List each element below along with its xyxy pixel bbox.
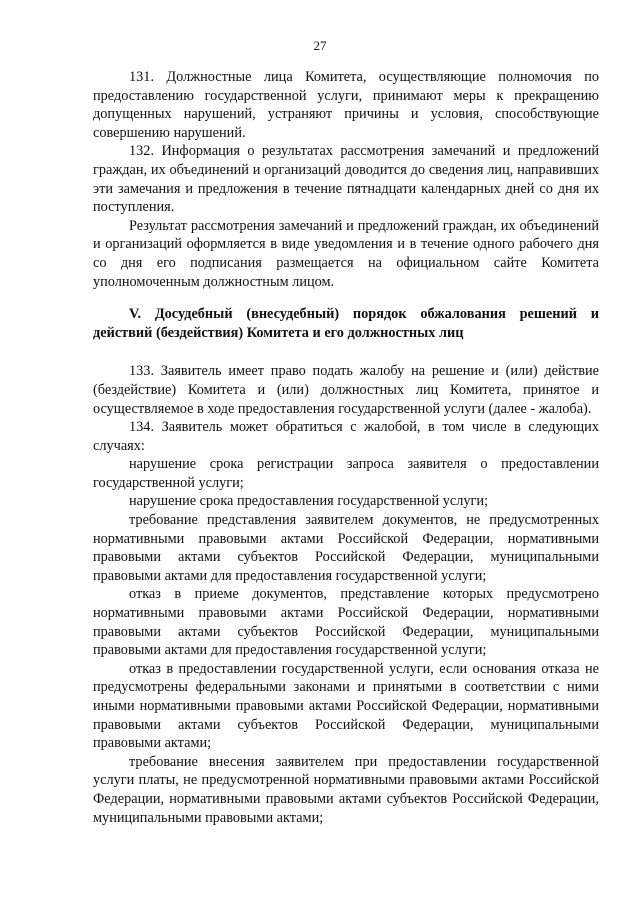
list-item-extra-documents: требование представления заявителем документов, не предусмотренных нормативными правовыми актами Российской Федерации, нормативными правовыми актами субъектов Российской Федерации, муниципальными правовыми актами для предоставления государственной услуги; [93,512,599,584]
list-item-registration-deadline: нарушение срока регистрации запроса заявителя о предоставлении государственной услуги; [93,456,599,491]
paragraph-134: 134. Заявитель может обратиться с жалобой, в том числе в следующих случаях: [93,419,599,454]
paragraph-result: Результат рассмотрения замечаний и предложений граждан, их объединений и организаций оформляется в виде уведомления и в течение одного рабочего дня со дня его подписания размещается на официальном сайте Комитета уполномоченным должностным лицом. [93,217,599,290]
page-number: 27 [313,38,327,53]
list-item-payment-demand: требование внесения заявителем при предоставлении государственной услуги платы, не предусмотренной нормативными правовыми актами Российской Федерации, нормативными правовыми актами субъектов Российской Федерации, муниципальными правовыми актами; [93,753,599,826]
paragraph-131: 131. Должностные лица Комитета, осуществляющие полномочия по предоставлению государственной услуги, принимают меры к прекращению допущенных нарушений, устраняют причины и условия, способствующие совершению нарушений. [93,69,599,141]
paragraph-133: 133. Заявитель имеет право подать жалобу на решение и (или) действие (бездействие) Комитета и (или) должностных лиц Комитета, принятое и осуществляемое в ходе предоставления государственной услуги (далее - жалоба). [93,363,599,417]
list-item-refusal-service: отказ в предоставлении государственной услуги, если основания отказа не предусмотрены федеральными законами и принятыми в соответствии с ними иными нормативными правовыми актами Российской Федерации, нормативными правовыми актами субъектов Российской Федерации, муниципальными правовыми актами; [93,660,599,752]
paragraph-132: 132. Информация о результатах рассмотрения замечаний и предложений граждан, их объединений и организаций доводится до сведения лиц, направивших эти замечания и предложения в течение пятнадцати календарных дней со дня их поступления. [93,143,599,216]
document-body [93,68,599,827]
list-item-refusal-acceptance: отказ в приеме документов, представление которых предусмотрено нормативными правовыми актами Российской Федерации, нормативными правовыми актами субъектов Российской Федерации, муниципальными правовыми актами для предоставления государственной услуги; [93,586,599,659]
section-heading: V. Досудебный (внесудебный) порядок обжалования решений и действий (бездействия) Комитета и его должностных лиц [93,306,599,341]
list-item-service-deadline: нарушение срока предоставления государственной услуги; [129,493,489,510]
